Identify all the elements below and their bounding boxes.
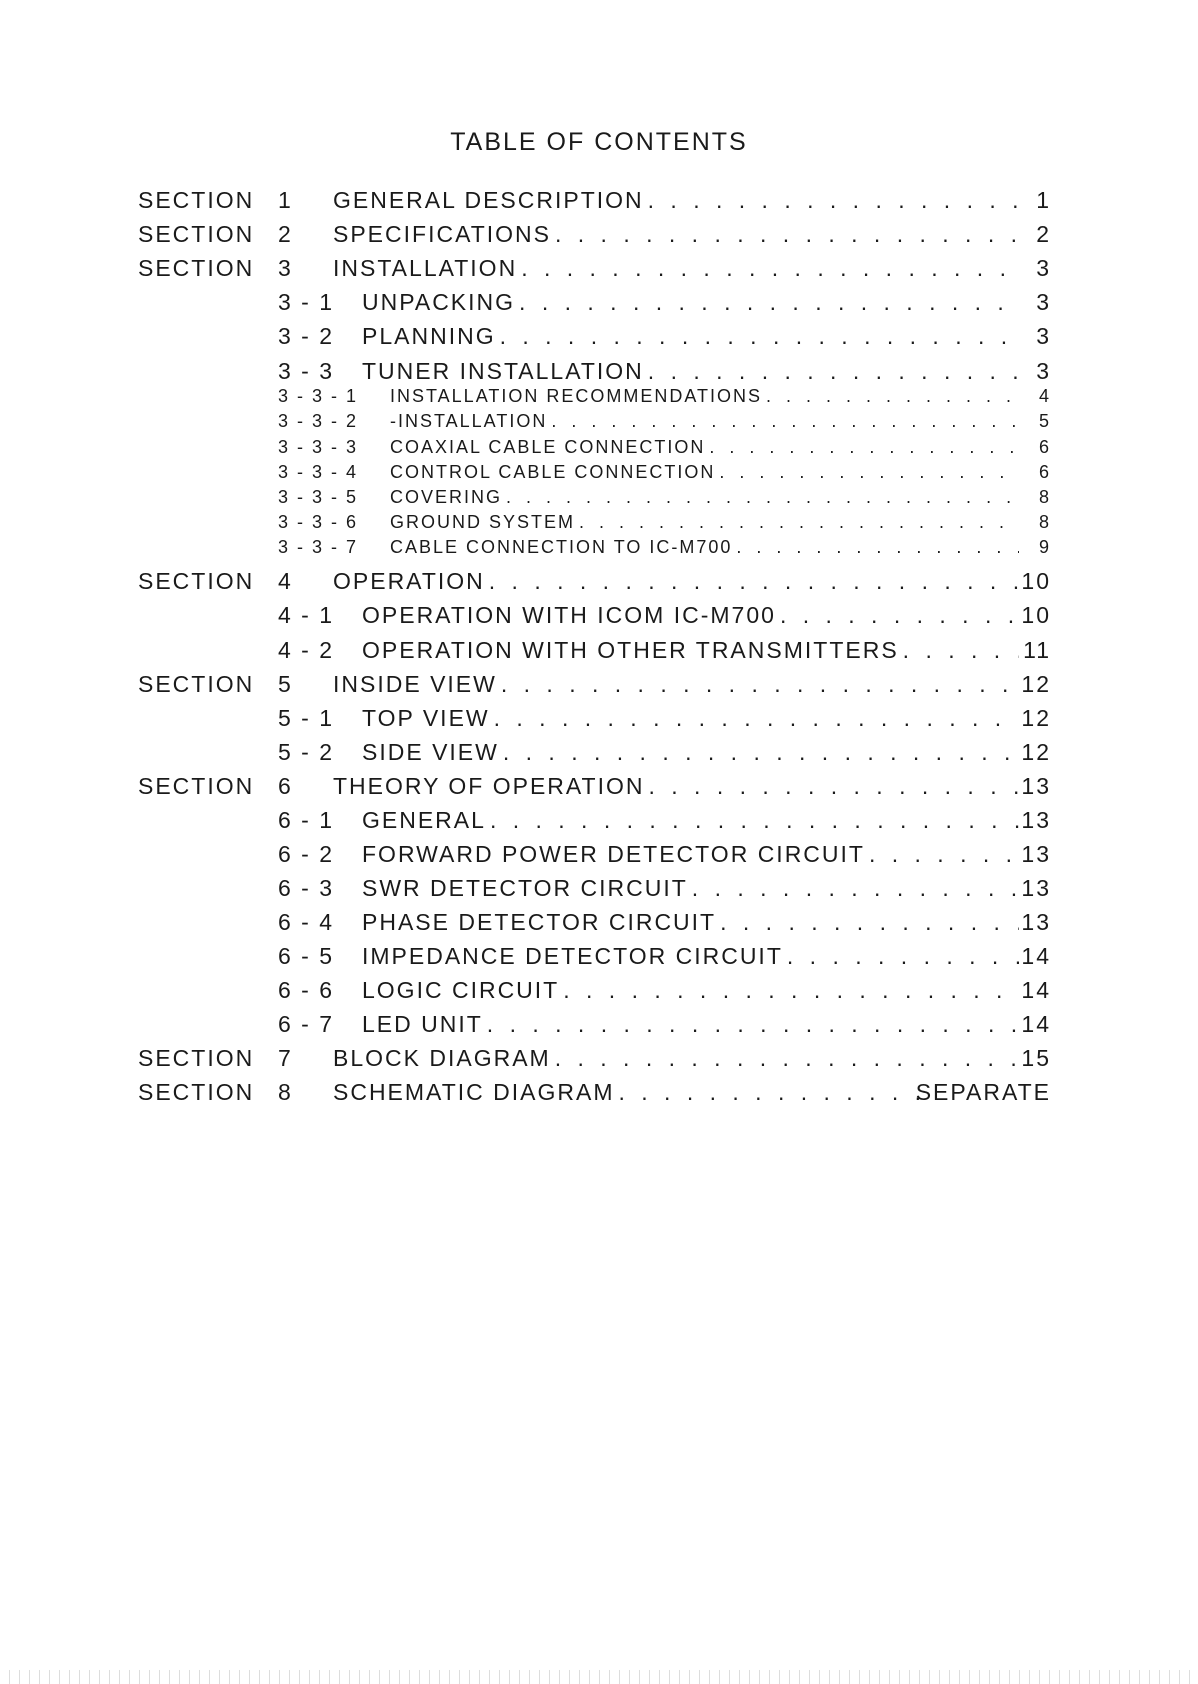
toc-section-word: SECTION <box>138 1079 255 1105</box>
toc-entry-label: GENERAL <box>362 807 486 833</box>
toc-entry <box>0 909 1198 939</box>
toc-entry-number: 6 - 6 <box>278 977 335 1003</box>
toc-entry <box>0 358 1198 388</box>
toc-page-number: 8 <box>1038 512 1051 532</box>
toc-entry-label: PHASE DETECTOR CIRCUIT <box>362 909 717 935</box>
toc-entry <box>0 807 1198 837</box>
toc-entry-label: LED UNIT <box>362 1011 483 1037</box>
toc-leader-dots <box>618 1079 934 1106</box>
toc-leader-dots <box>766 386 1019 407</box>
toc-leader-dots <box>579 512 1019 533</box>
toc-leader-dots <box>787 943 1019 970</box>
toc-entry-label: SCHEMATIC DIAGRAM <box>333 1079 615 1105</box>
toc-entry <box>0 841 1198 871</box>
scan-edge-artifact <box>0 1670 1198 1684</box>
toc-page-number: 3 <box>1036 289 1051 315</box>
toc-page-number: 6 <box>1038 437 1051 457</box>
toc-entry-number: 3 - 3 - 4 <box>278 462 359 482</box>
toc-leader-dots <box>501 671 1019 698</box>
toc-entry <box>0 671 1198 701</box>
toc-page-number: 14 <box>1021 943 1051 969</box>
toc-leader-dots <box>506 487 1019 508</box>
toc-entry-number: 7 <box>278 1045 293 1071</box>
toc-entry <box>0 875 1198 905</box>
toc-entry-text <box>362 841 1023 868</box>
toc-leader-dots <box>648 773 1019 800</box>
toc-leader-dots <box>487 1011 1019 1038</box>
toc-entry-label: INSTALLATION <box>333 255 518 281</box>
toc-page-number: 14 <box>1021 1011 1051 1037</box>
toc-entry-label: SPECIFICATIONS <box>333 221 551 247</box>
toc-entry-text <box>333 255 1023 282</box>
toc-page-number: 13 <box>1021 807 1051 833</box>
toc-entry-text <box>333 568 1023 595</box>
toc-entry <box>0 386 1198 410</box>
toc-entry-text <box>362 875 1023 902</box>
toc-page-number: 13 <box>1021 909 1051 935</box>
toc-page-number: 13 <box>1021 773 1051 799</box>
toc-entry <box>0 411 1198 435</box>
toc-entry-label: THEORY OF OPERATION <box>333 773 645 799</box>
toc-leader-dots <box>490 807 1019 834</box>
toc-leader-dots <box>869 841 1019 868</box>
toc-entry <box>0 1045 1198 1075</box>
toc-entry-text <box>362 289 1023 316</box>
toc-entry-number: 6 - 3 <box>278 875 335 901</box>
toc-entry <box>0 1011 1198 1041</box>
toc-entry-label: SWR DETECTOR CIRCUIT <box>362 875 688 901</box>
toc-entry-text <box>362 807 1023 834</box>
toc-leader-dots <box>519 289 1019 316</box>
page-title: TABLE OF CONTENTS <box>450 128 748 156</box>
toc-entry <box>0 512 1198 536</box>
toc-leader-dots <box>692 875 1019 902</box>
toc-leader-dots <box>563 977 1019 1004</box>
toc-page-number: 10 <box>1021 602 1051 628</box>
toc-entry <box>0 462 1198 486</box>
toc-entry-label: COVERING <box>390 487 503 507</box>
toc-entry-number: 3 - 3 - 6 <box>278 512 359 532</box>
toc-page-number: 6 <box>1038 462 1051 482</box>
toc-entry-label: FORWARD POWER DETECTOR CIRCUIT <box>362 841 865 867</box>
toc-entry <box>0 221 1198 251</box>
toc-entry-text <box>390 512 1023 533</box>
toc-entry-number: 6 - 5 <box>278 943 335 969</box>
toc-page-number: 3 <box>1036 323 1051 349</box>
toc-entry-label: GROUND SYSTEM <box>390 512 576 532</box>
toc-entry-label: GENERAL DESCRIPTION <box>333 187 644 213</box>
toc-leader-dots <box>521 255 1019 282</box>
toc-entry <box>0 943 1198 973</box>
toc-page-number: 14 <box>1021 977 1051 1003</box>
toc-entry <box>0 977 1198 1007</box>
toc-entry-label: OPERATION WITH OTHER TRANSMITTERS <box>362 637 899 663</box>
toc-leader-dots <box>555 221 1019 248</box>
toc-entry-text <box>333 1045 1023 1072</box>
toc-entry-number: 3 <box>278 255 293 281</box>
toc-entry-text <box>362 358 1023 385</box>
toc-entry-label: PLANNING <box>362 323 496 349</box>
toc-entry-text <box>333 221 1023 248</box>
toc-section-word: SECTION <box>138 255 255 281</box>
toc-entry-text <box>390 537 1023 558</box>
toc-entry-label: IMPEDANCE DETECTOR CIRCUIT <box>362 943 783 969</box>
toc-page-number: 12 <box>1021 739 1051 765</box>
toc-entry-label: UNPACKING <box>362 289 516 315</box>
toc-entry <box>0 537 1198 561</box>
toc-entry-number: 3 - 3 - 7 <box>278 537 359 557</box>
toc-entry-label: TUNER INSTALLATION <box>362 358 644 384</box>
toc-entry-number: 8 <box>278 1079 293 1105</box>
toc-entry-number: 3 - 3 - 5 <box>278 487 359 507</box>
toc-page-number: 10 <box>1021 568 1051 594</box>
toc-entry <box>0 773 1198 803</box>
toc-leader-dots <box>709 437 1019 458</box>
toc-entry-label: -INSTALLATION <box>390 411 548 431</box>
toc-leader-dots <box>500 323 1019 350</box>
toc-entry-text <box>362 637 1023 664</box>
toc-section-word: SECTION <box>138 671 255 697</box>
toc-entry <box>0 437 1198 461</box>
toc-leader-dots <box>720 909 1019 936</box>
toc-section-word: SECTION <box>138 187 255 213</box>
toc-entry <box>0 568 1198 598</box>
toc-entry-text <box>362 739 1023 766</box>
toc-page-number: 13 <box>1021 841 1051 867</box>
toc-entry-number: 2 <box>278 221 293 247</box>
toc-entry-text <box>333 187 1023 214</box>
toc-entry-label: OPERATION WITH ICOM IC-M700 <box>362 602 776 628</box>
toc-page-number: 9 <box>1038 537 1051 557</box>
toc-leader-dots <box>489 568 1019 595</box>
toc-entry <box>0 705 1198 735</box>
toc-section-word: SECTION <box>138 1045 255 1071</box>
toc-entry-label: COAXIAL CABLE CONNECTION <box>390 437 706 457</box>
toc-entry-text <box>390 411 1023 432</box>
toc-page-number: 5 <box>1038 411 1051 431</box>
toc-entry-number: 6 - 2 <box>278 841 335 867</box>
toc-entry-number: 4 - 1 <box>278 602 335 628</box>
toc-page-number: SEPARATE <box>915 1079 1051 1105</box>
toc-entry-number: 3 - 3 - 3 <box>278 437 359 457</box>
toc-entry-number: 6 - 1 <box>278 807 335 833</box>
toc-page-number: 3 <box>1036 358 1051 384</box>
toc-leader-dots <box>648 358 1019 385</box>
toc-entry <box>0 323 1198 353</box>
toc-entry-text <box>362 1011 1023 1038</box>
toc-entry <box>0 487 1198 511</box>
toc-entry <box>0 637 1198 667</box>
toc-entry-text <box>390 437 1023 458</box>
toc-section-word: SECTION <box>138 221 255 247</box>
toc-entry-number: 5 - 2 <box>278 739 335 765</box>
toc-entry-number: 5 - 1 <box>278 705 335 731</box>
toc-entry-text <box>362 943 1023 970</box>
toc-leader-dots <box>903 637 1019 664</box>
toc-entry-text <box>333 773 1023 800</box>
toc-entry <box>0 1079 1198 1109</box>
toc-entry <box>0 255 1198 285</box>
toc-entry-number: 3 - 3 <box>278 358 335 384</box>
toc-entry-number: 3 - 2 <box>278 323 335 349</box>
toc-entry-text <box>362 602 1023 629</box>
toc-entry-text <box>333 1079 938 1106</box>
toc-entry-text <box>390 386 1023 407</box>
toc-page-number: 8 <box>1038 487 1051 507</box>
toc-leader-dots <box>780 602 1019 629</box>
toc-page-number: 1 <box>1036 187 1051 213</box>
toc-entry <box>0 602 1198 632</box>
toc-page-number: 12 <box>1021 705 1051 731</box>
toc-entry-label: LOGIC CIRCUIT <box>362 977 560 1003</box>
toc-entry-number: 6 <box>278 773 293 799</box>
toc-page-number: 3 <box>1036 255 1051 281</box>
toc-entry-label: SIDE VIEW <box>362 739 499 765</box>
toc-entry-number: 6 - 7 <box>278 1011 335 1037</box>
toc-entry-label: OPERATION <box>333 568 485 594</box>
toc-entry-label: INSTALLATION RECOMMENDATIONS <box>390 386 763 406</box>
toc-entry-number: 3 - 3 - 1 <box>278 386 359 406</box>
toc-entry-text <box>390 487 1023 508</box>
toc-entry <box>0 187 1198 217</box>
toc-entry <box>0 289 1198 319</box>
toc-page-number: 4 <box>1038 386 1051 406</box>
toc-entry-label: CONTROL CABLE CONNECTION <box>390 462 716 482</box>
toc-leader-dots <box>555 1045 1019 1072</box>
toc-page-number: 11 <box>1023 637 1051 663</box>
toc-entry-number: 5 <box>278 671 293 697</box>
toc-leader-dots <box>503 739 1019 766</box>
toc-entry-text <box>362 705 1023 732</box>
toc-entry-number: 4 - 2 <box>278 637 335 663</box>
toc-entry-text <box>362 977 1023 1004</box>
toc-page-number: 13 <box>1021 875 1051 901</box>
toc-leader-dots <box>719 462 1019 483</box>
toc-entry-number: 6 - 4 <box>278 909 335 935</box>
toc-entry-text <box>362 323 1023 350</box>
toc-entry-number: 3 - 1 <box>278 289 335 315</box>
toc-page-number: 2 <box>1036 221 1051 247</box>
toc-entry-text <box>362 909 1023 936</box>
toc-entry-number: 3 - 3 - 2 <box>278 411 359 431</box>
toc-entry <box>0 739 1198 769</box>
toc-entry-number: 1 <box>278 187 293 213</box>
toc-section-word: SECTION <box>138 773 255 799</box>
toc-leader-dots <box>736 537 1019 558</box>
toc-page-number: 12 <box>1021 671 1051 697</box>
toc-entry-text <box>390 462 1023 483</box>
toc-entry-label: TOP VIEW <box>362 705 490 731</box>
toc-entry-label: CABLE CONNECTION TO IC-M700 <box>390 537 733 557</box>
toc-leader-dots <box>494 705 1019 732</box>
toc-entry-text <box>333 671 1023 698</box>
toc-leader-dots <box>551 411 1019 432</box>
toc-entry-label: INSIDE VIEW <box>333 671 497 697</box>
toc-leader-dots <box>648 187 1019 214</box>
toc-entry-label: BLOCK DIAGRAM <box>333 1045 551 1071</box>
toc-section-word: SECTION <box>138 568 255 594</box>
toc-entry-number: 4 <box>278 568 293 594</box>
toc-page-number: 15 <box>1021 1045 1051 1071</box>
